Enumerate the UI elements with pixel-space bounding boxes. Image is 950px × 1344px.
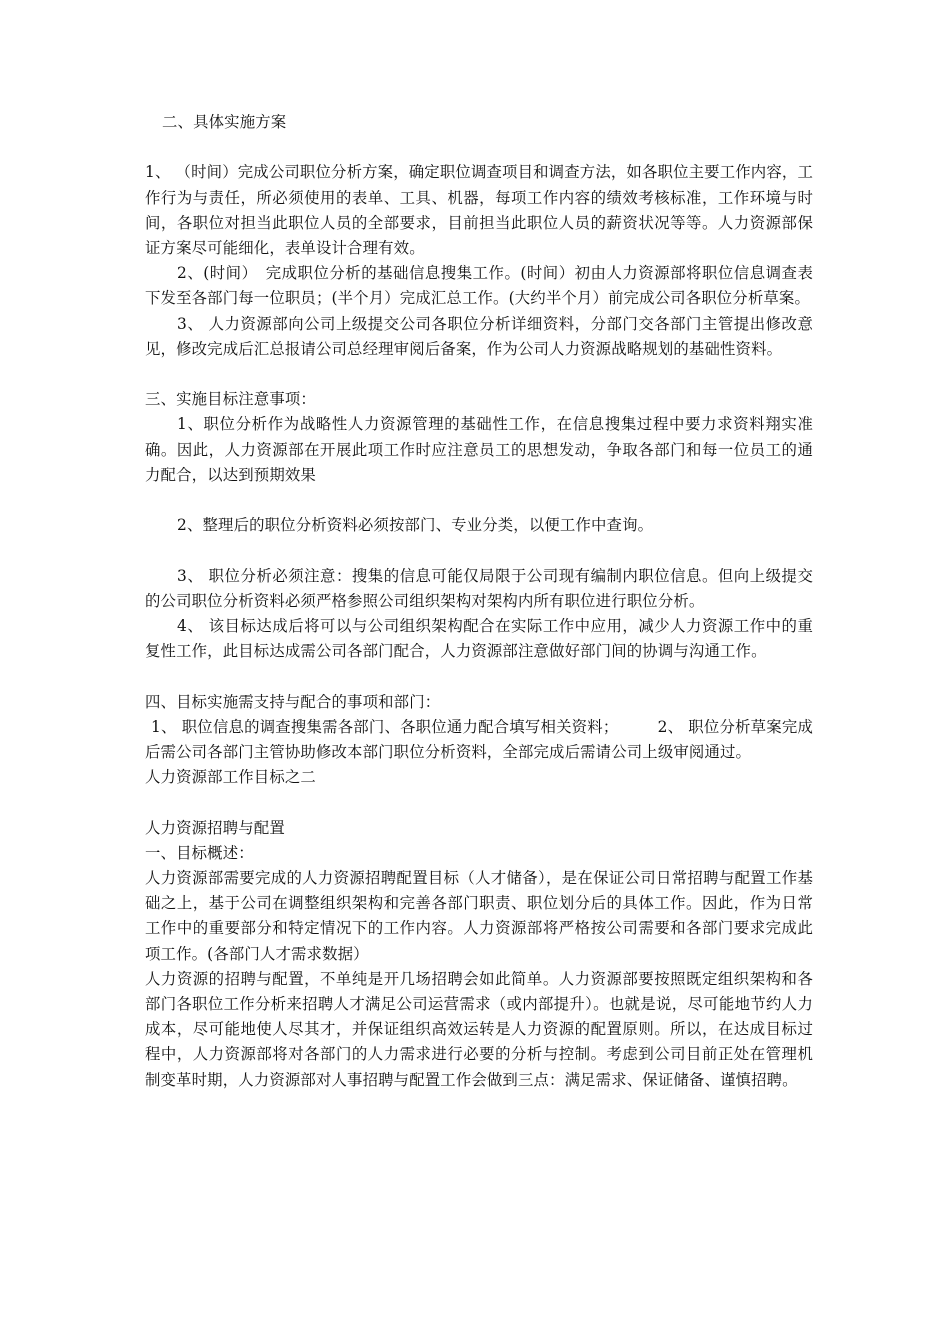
- paragraph: 2、(时间） 完成职位分析的基础信息搜集工作。(时间）初由人力资源部将职位信息调查表下发至各部门每一位职员；(半个月）完成汇总工作。(大约半个月）前完成公司各职位分析草案。: [145, 264, 813, 308]
- document-page: [145, 110, 813, 1093]
- overview-heading: 一、目标概述：: [145, 843, 254, 862]
- recruit-title: 人力资源招聘与配置: [145, 818, 285, 837]
- paragraph: 1、 职位信息的调查搜集需各部门、各职位通力配合填写相关资料； 2、 职位分析草案完成后需公司各部门主管协助修改本部门职位分析资料，全部完成后需请公司上级审阅通过。: [145, 717, 813, 761]
- spacer: [145, 664, 813, 689]
- paragraph: 2、整理后的职位分析资料必须按部门、专业分类，以便工作中查询。: [177, 516, 654, 535]
- paragraph: 1、 （时间）完成公司职位分析方案，确定职位调查项目和调查方法，如各职位主要工作内容，工作行为与责任，所必须使用的表单、工具、机器，每项工作内容的绩效考核标准，工作环境与时间，各职位对担当此职位人员的全部要求，目前担当此职位人员的薪资状况等等。人力资源部保证方案尽可能细化，表单设计合理有效。: [145, 163, 813, 257]
- section-heading-3: 三、实施目标注意事项：: [145, 390, 316, 409]
- paragraph: 3、 人力资源部向公司上级提交公司各职位分析详细资料，分部门交各部门主管提出修改意见，修改完成后汇总报请公司总经理审阅后备案，作为公司人力资源战略规划的基础性资料。: [145, 314, 813, 358]
- spacer: [145, 362, 813, 387]
- paragraph: 人力资源的招聘与配置，不单纯是开几场招聘会如此简单。人力资源部要按照既定组织架构和各部门各职位工作分析来招聘人才满足公司运营需求（或内部提升）。也就是说，尽可能地节约人力成本，尽可能地使人尽其才，并保证组织高效运转是人力资源的配置原则。所以，在达成目标过程中，人力资源部将对各部门的人力需求进行必要的分析与控制。考虑到公司目前正处在管理机制变革时期，人力资源部对人事招聘与配置工作会做到三点：满足需求、保证储备、谨慎招聘。: [145, 969, 813, 1089]
- spacer: [145, 790, 813, 815]
- section-heading-2: 二、具体实施方案: [162, 113, 287, 131]
- paragraph: 1、职位分析作为战略性人力资源管理的基础性工作，在信息搜集过程中要力求资料翔实准确。因此，人力资源部在开展此项工作时应注意员工的思想发动，争取各部门和每一位员工的通力配合，以达到预期效果: [145, 415, 813, 484]
- spacer: [145, 488, 813, 513]
- spacer: [145, 135, 813, 160]
- goal-title: 人力资源部工作目标之二: [145, 768, 316, 787]
- paragraph: 4、 该目标达成后将可以与公司组织架构配合在实际工作中应用，减少人力资源工作中的重复性工作，此目标达成需公司各部门配合，人力资源部注意做好部门间的协调与沟通工作。: [145, 617, 813, 661]
- section-heading-4: 四、目标实施需支持与配合的事项和部门：: [145, 692, 441, 711]
- spacer: [145, 538, 813, 563]
- paragraph: 人力资源部需要完成的人力资源招聘配置目标（人才储备），是在保证公司日常招聘与配置工作基础之上，基于公司在调整组织架构和完善各部门职责、职位划分后的具体工作。因此，作为日常工作中的重要部分和特定情况下的工作内容。人力资源部将严格按公司需要和各部门要求完成此项工作。(各部门人才需求数据）: [145, 869, 813, 963]
- paragraph: 3、 职位分析必须注意：搜集的信息可能仅局限于公司现有编制内职位信息。但向上级提交的公司职位分析资料必须严格参照公司组织架构对架构内所有职位进行职位分析。: [145, 566, 813, 610]
